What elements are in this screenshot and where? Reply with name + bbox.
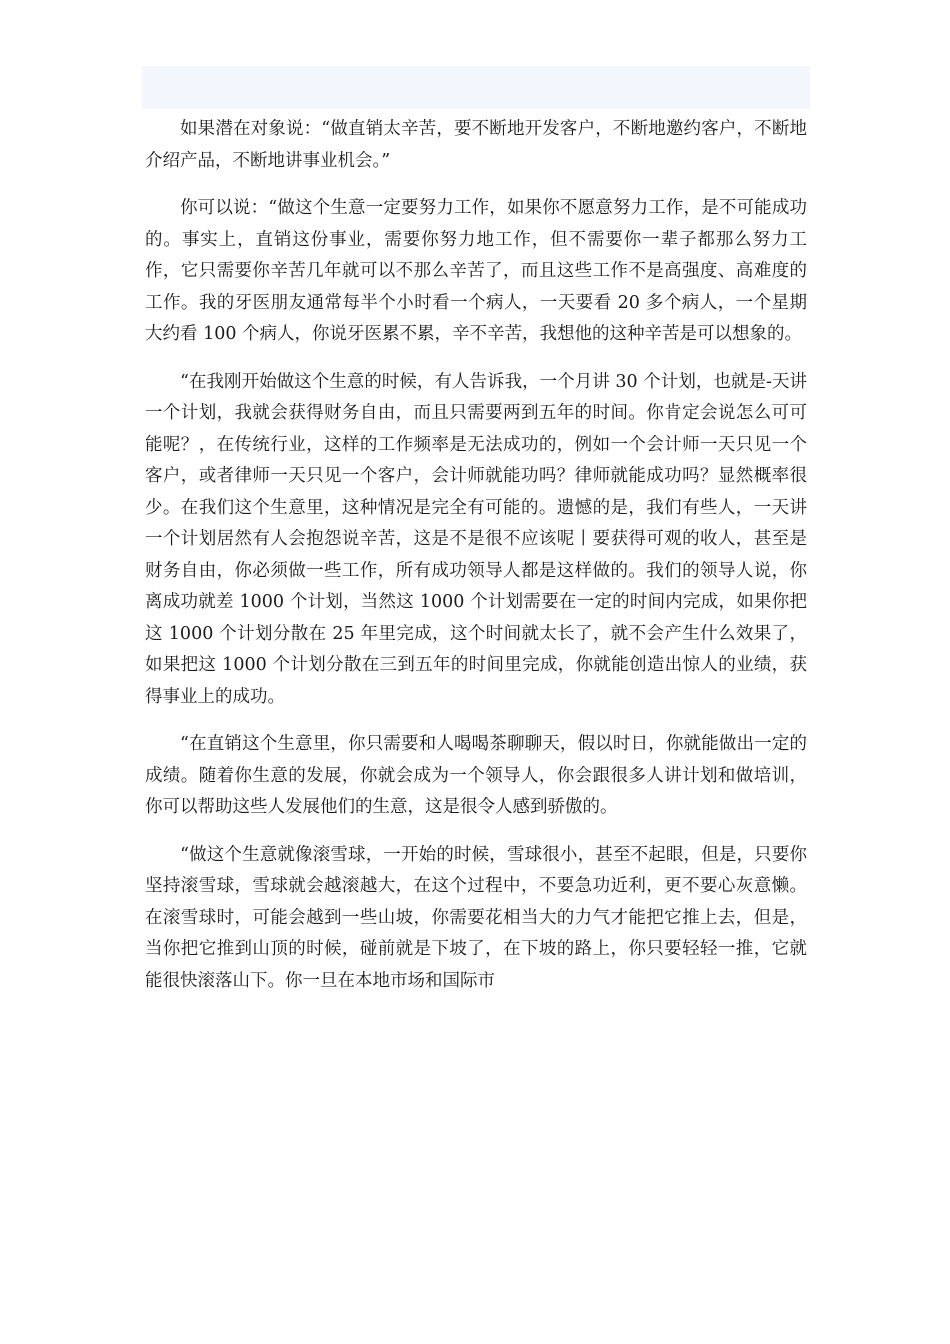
paragraph: “在我刚开始做这个生意的时候，有人告诉我，一个月讲 30 个计划，也就是-天讲一个计划，我就会获得财务自由，而且只需要两到五年的时间。你肯定会说怎么可可能呢？，在传统行业，这样的工作频率是无法成功的，例如一个会计师一天只见一个客户，或者律师一天只见一个客户，会计师就能功吗？律师就能成功吗？显然概率很少。在我们这个生意里，这种情况是完全有可能的。遗憾的是，我们有些人，一天讲一个计划居然有人会抱怨说辛苦，这是不是很不应该呢丨要获得可观的收人，甚至是财务自由，你必须做一些工作，所有成功领导人都是这样做的。我们的领导人说，你离成功就差 1000 个计划，当然这 1000 个计划需要在一定的时间内完成，如果你把这 1000 个计划分散在 25 年里完成，这个时间就太长了，就不会产生什么效果了，如果把这 1000 个计划分散在三到五年的时间里完成，你就能创造出惊人的业绩，获得事业上的成功。 xyxy=(145,371,807,707)
paragraph: “做这个生意就像滚雪球，一开始的时候，雪球很小，甚至不起眼，但是，只要你坚持滚雪球，雪球就会越滚越大，在这个过程中，不要急功近利，更不要心灰意懒。在滚雪球时，可能会越到一些山坡，你需要花相当大的力气才能把它推上去，但是，当你把它推到山顶的时候，碰前就是下坡了，在下坡的路上，你只要轻轻一推，它就能很快滚落山下。你一旦在本地市场和国际市 xyxy=(145,844,807,991)
document-body xyxy=(145,114,807,1013)
paragraph: 如果潜在对象说：“做直销太辛苦，要不断地开发客户，不断地邀约客户，不断地介绍产品，不断地讲事业机会。” xyxy=(145,119,807,171)
paragraph: 你可以说：“做这个生意一定要努力工作，如果你不愿意努力工作，是不可能成功的。事实上，直销这份事业，需要你努力地工作，但不需要你一辈子都那么努力工作，它只需要你辛苦几年就可以不那么辛苦了，而且这些工作不是高强度、高难度的工作。我的牙医朋友通常每半个小时看一个病人，一天要看 20 多个病人，一个星期大约看 100 个病人，你说牙医累不累，辛不辛苦，我想他的这种辛苦是可以想象的。 xyxy=(145,198,807,344)
header-band xyxy=(142,66,810,109)
paragraph: “在直销这个生意里，你只需要和人喝喝茶聊聊天，假以时日，你就能做出一定的成绩。随着你生意的发展，你就会成为一个领导人，你会跟很多人讲计划和做培训，你可以帮助这些人发展他们的生意，这是很令人感到骄傲的。 xyxy=(145,734,807,817)
